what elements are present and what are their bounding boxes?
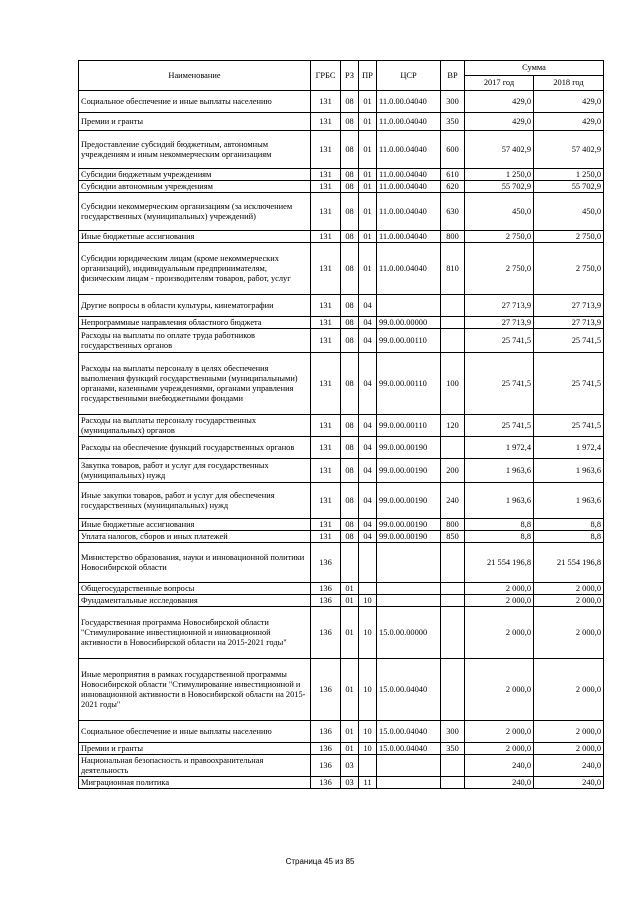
cell-csr bbox=[377, 295, 441, 317]
header-pr: ПР bbox=[359, 61, 377, 91]
cell-grbs: 131 bbox=[311, 131, 341, 169]
cell-pr: 01 bbox=[359, 169, 377, 181]
cell-grbs: 131 bbox=[311, 415, 341, 437]
cell-grbs: 131 bbox=[311, 193, 341, 231]
cell-2018: 240,0 bbox=[534, 777, 604, 789]
cell-csr: 15.0.00.04040 bbox=[377, 721, 441, 743]
cell-pr: 10 bbox=[359, 595, 377, 607]
cell-rz: 08 bbox=[341, 437, 359, 459]
cell-2017: 57 402,9 bbox=[465, 131, 534, 169]
table-row bbox=[79, 743, 604, 755]
cell-grbs: 131 bbox=[311, 91, 341, 113]
budget-table bbox=[78, 60, 604, 789]
cell-grbs: 131 bbox=[311, 531, 341, 543]
cell-rz: 08 bbox=[341, 483, 359, 519]
table-row bbox=[79, 583, 604, 595]
cell-2017: 27 713,9 bbox=[465, 295, 534, 317]
cell-pr: 01 bbox=[359, 231, 377, 243]
cell-csr bbox=[377, 583, 441, 595]
cell-2017: 2 000,0 bbox=[465, 607, 534, 659]
cell-2018: 2 000,0 bbox=[534, 595, 604, 607]
cell-csr: 11.0.00.04040 bbox=[377, 113, 441, 131]
cell-2018: 2 750,0 bbox=[534, 243, 604, 295]
cell-name: Другие вопросы в области культуры, кинематографии bbox=[79, 295, 311, 317]
cell-2018: 1 972,4 bbox=[534, 437, 604, 459]
table-row bbox=[79, 243, 604, 295]
cell-pr bbox=[359, 543, 377, 583]
cell-rz: 08 bbox=[341, 193, 359, 231]
cell-vr: 620 bbox=[441, 181, 465, 193]
cell-vr: 850 bbox=[441, 531, 465, 543]
table-row bbox=[79, 531, 604, 543]
table-row bbox=[79, 91, 604, 113]
cell-name: Иные бюджетные ассигнования bbox=[79, 231, 311, 243]
cell-grbs: 136 bbox=[311, 777, 341, 789]
cell-pr: 04 bbox=[359, 329, 377, 353]
cell-grbs: 131 bbox=[311, 459, 341, 483]
cell-2018: 2 000,0 bbox=[534, 607, 604, 659]
cell-name: Фундаментальные исследования bbox=[79, 595, 311, 607]
cell-grbs: 136 bbox=[311, 607, 341, 659]
cell-csr: 99.0.00.00190 bbox=[377, 483, 441, 519]
cell-pr: 04 bbox=[359, 295, 377, 317]
table-row bbox=[79, 181, 604, 193]
cell-vr: 100 bbox=[441, 353, 465, 415]
cell-rz: 08 bbox=[341, 317, 359, 329]
table-row bbox=[79, 519, 604, 531]
cell-rz: 01 bbox=[341, 743, 359, 755]
cell-2018: 25 741,5 bbox=[534, 415, 604, 437]
table-row bbox=[79, 595, 604, 607]
cell-vr bbox=[441, 755, 465, 777]
cell-rz: 08 bbox=[341, 531, 359, 543]
cell-vr bbox=[441, 329, 465, 353]
cell-name: Иные бюджетные ассигнования bbox=[79, 519, 311, 531]
cell-pr: 04 bbox=[359, 415, 377, 437]
cell-vr bbox=[441, 317, 465, 329]
cell-name: Премии и гранты bbox=[79, 113, 311, 131]
cell-2017: 27 713,9 bbox=[465, 317, 534, 329]
cell-pr: 04 bbox=[359, 483, 377, 519]
cell-2018: 25 741,5 bbox=[534, 353, 604, 415]
cell-2018: 57 402,9 bbox=[534, 131, 604, 169]
cell-rz: 08 bbox=[341, 459, 359, 483]
cell-2018: 27 713,9 bbox=[534, 317, 604, 329]
cell-vr: 240 bbox=[441, 483, 465, 519]
cell-name: Расходы на выплаты по оплате труда работников государственных органов bbox=[79, 329, 311, 353]
header-csr: ЦСР bbox=[377, 61, 441, 91]
table-row bbox=[79, 295, 604, 317]
cell-2017: 2 000,0 bbox=[465, 721, 534, 743]
cell-2018: 55 702,9 bbox=[534, 181, 604, 193]
cell-rz: 08 bbox=[341, 353, 359, 415]
table-row bbox=[79, 543, 604, 583]
cell-rz: 03 bbox=[341, 777, 359, 789]
cell-csr: 11.0.00.04040 bbox=[377, 91, 441, 113]
cell-name: Национальная безопасность и правоохранительная деятельность bbox=[79, 755, 311, 777]
cell-csr bbox=[377, 543, 441, 583]
cell-2017: 21 554 196,8 bbox=[465, 543, 534, 583]
cell-csr: 15.0.00.04040 bbox=[377, 659, 441, 721]
cell-rz: 01 bbox=[341, 583, 359, 595]
cell-grbs: 136 bbox=[311, 755, 341, 777]
cell-csr: 99.0.00.00110 bbox=[377, 329, 441, 353]
cell-name: Непрограммные направления областного бюджета bbox=[79, 317, 311, 329]
cell-2018: 8,8 bbox=[534, 519, 604, 531]
cell-pr: 01 bbox=[359, 193, 377, 231]
cell-2017: 2 000,0 bbox=[465, 743, 534, 755]
cell-vr: 630 bbox=[441, 193, 465, 231]
table-header bbox=[79, 61, 604, 91]
cell-csr: 99.0.00.00190 bbox=[377, 459, 441, 483]
cell-2017: 8,8 bbox=[465, 531, 534, 543]
cell-2017: 2 750,0 bbox=[465, 243, 534, 295]
cell-pr: 10 bbox=[359, 607, 377, 659]
cell-csr: 99.0.00.00190 bbox=[377, 531, 441, 543]
cell-pr: 10 bbox=[359, 743, 377, 755]
cell-pr: 04 bbox=[359, 519, 377, 531]
header-rz: РЗ bbox=[341, 61, 359, 91]
cell-2018: 1 963,6 bbox=[534, 459, 604, 483]
cell-2018: 1 250,0 bbox=[534, 169, 604, 181]
table-row bbox=[79, 437, 604, 459]
cell-2017: 1 963,6 bbox=[465, 459, 534, 483]
table-row bbox=[79, 317, 604, 329]
cell-grbs: 136 bbox=[311, 583, 341, 595]
cell-2017: 240,0 bbox=[465, 777, 534, 789]
cell-2017: 1 250,0 bbox=[465, 169, 534, 181]
cell-rz bbox=[341, 543, 359, 583]
cell-grbs: 131 bbox=[311, 295, 341, 317]
table-row bbox=[79, 659, 604, 721]
cell-2018: 2 750,0 bbox=[534, 231, 604, 243]
cell-vr bbox=[441, 437, 465, 459]
cell-pr: 01 bbox=[359, 113, 377, 131]
cell-name: Министерство образования, науки и инновационной политики Новосибирской области bbox=[79, 543, 311, 583]
cell-grbs: 131 bbox=[311, 353, 341, 415]
cell-2017: 2 000,0 bbox=[465, 583, 534, 595]
cell-2017: 240,0 bbox=[465, 755, 534, 777]
cell-vr: 600 bbox=[441, 131, 465, 169]
cell-vr: 810 bbox=[441, 243, 465, 295]
cell-name: Расходы на выплаты персоналу в целях обеспечения выполнения функций государственными (муниципальными) органами, казенными учреждениями, органами управления государственными внебюджетными фондами bbox=[79, 353, 311, 415]
cell-grbs: 131 bbox=[311, 181, 341, 193]
cell-pr: 01 bbox=[359, 131, 377, 169]
cell-rz: 08 bbox=[341, 231, 359, 243]
cell-name: Расходы на обеспечение функций государственных органов bbox=[79, 437, 311, 459]
cell-2018: 8,8 bbox=[534, 531, 604, 543]
cell-vr bbox=[441, 543, 465, 583]
cell-pr: 01 bbox=[359, 243, 377, 295]
table-row bbox=[79, 483, 604, 519]
cell-2017: 55 702,9 bbox=[465, 181, 534, 193]
cell-grbs: 131 bbox=[311, 437, 341, 459]
cell-rz: 08 bbox=[341, 415, 359, 437]
table-row bbox=[79, 113, 604, 131]
table-row bbox=[79, 777, 604, 789]
cell-2018: 240,0 bbox=[534, 755, 604, 777]
header-name: Наименование bbox=[79, 61, 311, 91]
cell-2018: 2 000,0 bbox=[534, 721, 604, 743]
cell-grbs: 136 bbox=[311, 743, 341, 755]
cell-rz: 01 bbox=[341, 607, 359, 659]
cell-vr bbox=[441, 595, 465, 607]
cell-csr bbox=[377, 755, 441, 777]
cell-name: Премии и гранты bbox=[79, 743, 311, 755]
cell-name: Субсидии некоммерческим организациям (за исключением государственных (муниципальных) учреждений) bbox=[79, 193, 311, 231]
cell-2017: 8,8 bbox=[465, 519, 534, 531]
header-sum: Сумма bbox=[465, 61, 604, 76]
table-row bbox=[79, 169, 604, 181]
cell-pr: 10 bbox=[359, 659, 377, 721]
cell-name: Расходы на выплаты персоналу государственных (муниципальных) органов bbox=[79, 415, 311, 437]
cell-grbs: 136 bbox=[311, 659, 341, 721]
cell-grbs: 131 bbox=[311, 169, 341, 181]
cell-2018: 21 554 196,8 bbox=[534, 543, 604, 583]
table-row bbox=[79, 193, 604, 231]
table-row bbox=[79, 607, 604, 659]
cell-csr: 15.0.00.04040 bbox=[377, 743, 441, 755]
cell-csr: 99.0.00.00190 bbox=[377, 437, 441, 459]
cell-2017: 450,0 bbox=[465, 193, 534, 231]
table-row bbox=[79, 131, 604, 169]
cell-name: Иные мероприятия в рамках государственной программы Новосибирской области "Стимулирование инвестиционной и инновационной активности в Новосибирской области на 2015-2021 годы" bbox=[79, 659, 311, 721]
cell-pr: 04 bbox=[359, 459, 377, 483]
page-number: Страница 45 из 85 bbox=[285, 857, 355, 866]
cell-csr bbox=[377, 595, 441, 607]
cell-2017: 429,0 bbox=[465, 91, 534, 113]
cell-vr: 300 bbox=[441, 721, 465, 743]
cell-vr: 800 bbox=[441, 231, 465, 243]
cell-name: Иные закупки товаров, работ и услуг для обеспечения государственных (муниципальных) нужд bbox=[79, 483, 311, 519]
cell-name: Субсидии бюджетным учреждениям bbox=[79, 169, 311, 181]
cell-2017: 1 972,4 bbox=[465, 437, 534, 459]
cell-rz: 08 bbox=[341, 131, 359, 169]
cell-csr: 15.0.00.00000 bbox=[377, 607, 441, 659]
table-row bbox=[79, 459, 604, 483]
table-body bbox=[79, 91, 604, 789]
cell-name: Общегосударственные вопросы bbox=[79, 583, 311, 595]
cell-vr bbox=[441, 659, 465, 721]
cell-2018: 1 963,6 bbox=[534, 483, 604, 519]
cell-vr: 200 bbox=[441, 459, 465, 483]
cell-rz: 01 bbox=[341, 721, 359, 743]
cell-2017: 25 741,5 bbox=[465, 415, 534, 437]
cell-grbs: 131 bbox=[311, 113, 341, 131]
header-grbs: ГРБС bbox=[311, 61, 341, 91]
cell-rz: 01 bbox=[341, 659, 359, 721]
cell-2017: 25 741,5 bbox=[465, 353, 534, 415]
cell-rz: 08 bbox=[341, 113, 359, 131]
cell-name: Социальное обеспечение и иные выплаты населению bbox=[79, 91, 311, 113]
cell-rz: 03 bbox=[341, 755, 359, 777]
cell-rz: 08 bbox=[341, 295, 359, 317]
cell-vr: 610 bbox=[441, 169, 465, 181]
table-row bbox=[79, 353, 604, 415]
cell-csr: 99.0.00.00110 bbox=[377, 353, 441, 415]
cell-grbs: 131 bbox=[311, 243, 341, 295]
cell-grbs: 136 bbox=[311, 543, 341, 583]
cell-rz: 08 bbox=[341, 519, 359, 531]
cell-name: Предоставление субсидий бюджетным, автономным учреждениям и иным некоммерческим организациям bbox=[79, 131, 311, 169]
cell-csr: 11.0.00.04040 bbox=[377, 169, 441, 181]
header-vr: ВР bbox=[441, 61, 465, 91]
cell-pr: 04 bbox=[359, 437, 377, 459]
cell-2018: 450,0 bbox=[534, 193, 604, 231]
cell-2018: 429,0 bbox=[534, 91, 604, 113]
cell-pr bbox=[359, 755, 377, 777]
cell-2018: 27 713,9 bbox=[534, 295, 604, 317]
cell-csr: 11.0.00.04040 bbox=[377, 243, 441, 295]
cell-csr: 11.0.00.04040 bbox=[377, 193, 441, 231]
cell-grbs: 131 bbox=[311, 329, 341, 353]
cell-2017: 429,0 bbox=[465, 113, 534, 131]
cell-pr: 04 bbox=[359, 531, 377, 543]
cell-vr: 350 bbox=[441, 743, 465, 755]
cell-2017: 25 741,5 bbox=[465, 329, 534, 353]
cell-rz: 08 bbox=[341, 243, 359, 295]
cell-csr: 11.0.00.04040 bbox=[377, 181, 441, 193]
cell-rz: 08 bbox=[341, 169, 359, 181]
cell-grbs: 131 bbox=[311, 231, 341, 243]
cell-2017: 2 000,0 bbox=[465, 595, 534, 607]
cell-grbs: 131 bbox=[311, 317, 341, 329]
cell-vr: 300 bbox=[441, 91, 465, 113]
cell-grbs: 131 bbox=[311, 519, 341, 531]
cell-grbs: 136 bbox=[311, 721, 341, 743]
cell-pr: 11 bbox=[359, 777, 377, 789]
cell-rz: 08 bbox=[341, 91, 359, 113]
cell-2018: 2 000,0 bbox=[534, 743, 604, 755]
cell-pr: 01 bbox=[359, 181, 377, 193]
cell-grbs: 136 bbox=[311, 595, 341, 607]
cell-2017: 1 963,6 bbox=[465, 483, 534, 519]
cell-vr bbox=[441, 583, 465, 595]
table-row bbox=[79, 231, 604, 243]
header-year-2017: 2017 год bbox=[465, 76, 534, 91]
cell-name: Субсидии юридическим лицам (кроме некоммерческих организаций), индивидуальным предпринимателям, физическим лицам - производителям товаров, работ, услуг bbox=[79, 243, 311, 295]
cell-pr: 04 bbox=[359, 353, 377, 415]
cell-2018: 2 000,0 bbox=[534, 583, 604, 595]
cell-name: Государственная программа Новосибирской области "Стимулирование инвестиционной и инновационной активности в Новосибирской области на 2015-2021 годы" bbox=[79, 607, 311, 659]
cell-csr: 99.0.00.00000 bbox=[377, 317, 441, 329]
table-row bbox=[79, 415, 604, 437]
cell-csr bbox=[377, 777, 441, 789]
cell-name: Уплата налогов, сборов и иных платежей bbox=[79, 531, 311, 543]
cell-2017: 2 000,0 bbox=[465, 659, 534, 721]
cell-2018: 429,0 bbox=[534, 113, 604, 131]
cell-pr bbox=[359, 583, 377, 595]
header-year-2018: 2018 год bbox=[534, 76, 604, 91]
cell-vr: 350 bbox=[441, 113, 465, 131]
cell-name: Закупка товаров, работ и услуг для государственных (муниципальных) нужд bbox=[79, 459, 311, 483]
table-row bbox=[79, 721, 604, 743]
cell-vr bbox=[441, 777, 465, 789]
cell-name: Субсидии автономным учреждениям bbox=[79, 181, 311, 193]
cell-grbs: 131 bbox=[311, 483, 341, 519]
cell-vr bbox=[441, 607, 465, 659]
cell-name: Миграционная политика bbox=[79, 777, 311, 789]
cell-rz: 01 bbox=[341, 595, 359, 607]
table-row bbox=[79, 329, 604, 353]
cell-2018: 2 000,0 bbox=[534, 659, 604, 721]
cell-vr: 800 bbox=[441, 519, 465, 531]
cell-csr: 11.0.00.04040 bbox=[377, 131, 441, 169]
cell-pr: 04 bbox=[359, 317, 377, 329]
cell-vr: 120 bbox=[441, 415, 465, 437]
cell-csr: 99.0.00.00190 bbox=[377, 519, 441, 531]
cell-pr: 01 bbox=[359, 91, 377, 113]
cell-pr: 10 bbox=[359, 721, 377, 743]
cell-csr: 11.0.00.04040 bbox=[377, 231, 441, 243]
cell-vr bbox=[441, 295, 465, 317]
table-row bbox=[79, 755, 604, 777]
cell-csr: 99.0.00.00110 bbox=[377, 415, 441, 437]
cell-2017: 2 750,0 bbox=[465, 231, 534, 243]
cell-name: Социальное обеспечение и иные выплаты населению bbox=[79, 721, 311, 743]
cell-rz: 08 bbox=[341, 329, 359, 353]
cell-2018: 25 741,5 bbox=[534, 329, 604, 353]
cell-rz: 08 bbox=[341, 181, 359, 193]
